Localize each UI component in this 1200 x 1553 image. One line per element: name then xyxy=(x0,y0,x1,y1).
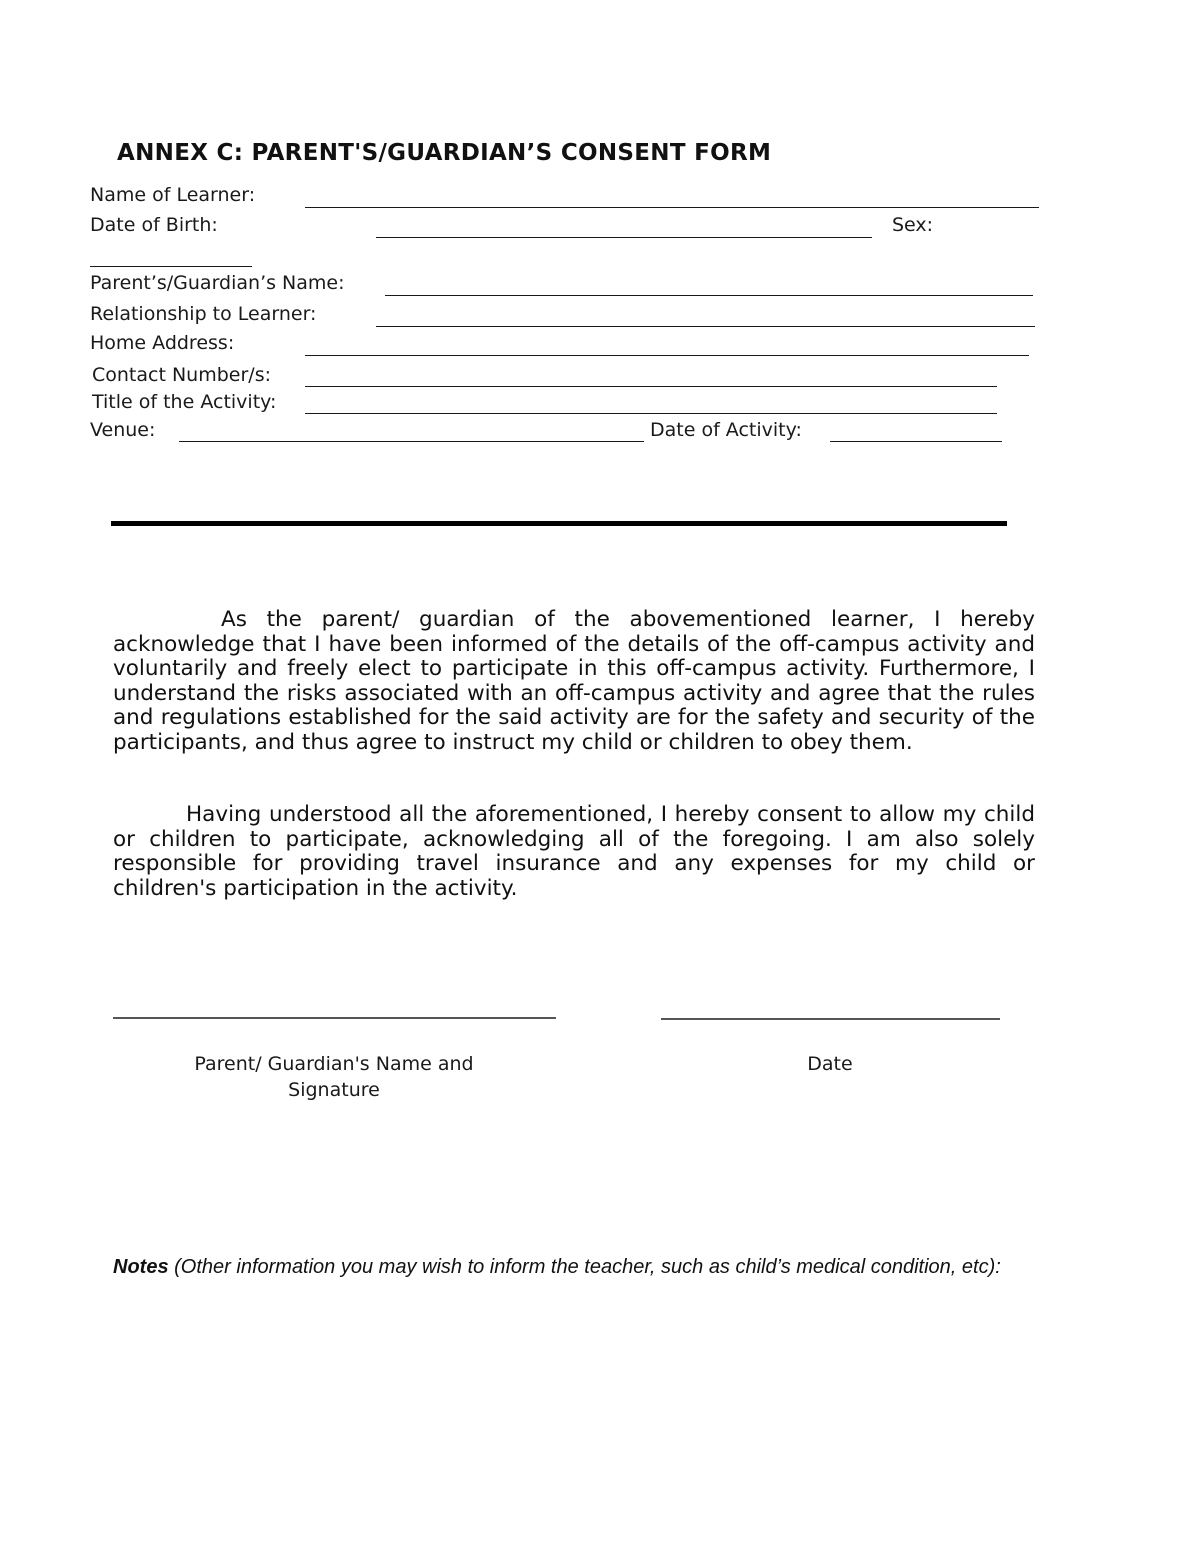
date-of-birth-label: Date of Birth: xyxy=(90,214,218,236)
consent-paragraph-2: Having understood all the aforementioned, I hereby consent to allow my child or children to participate, acknowledging all of the foregoing. I am also solely responsible for providing travel insurance and any expenses for my child or children's participation in the activity. xyxy=(113,802,1035,901)
sex-field[interactable] xyxy=(90,266,252,267)
name-of-learner-label: Name of Learner: xyxy=(90,184,256,206)
parent-guardian-name-field[interactable] xyxy=(385,295,1033,296)
notes-instructions: (Other information you may wish to inform the teacher, such as child’s medical condition, etc): xyxy=(168,1256,1001,1278)
consent-paragraph-1: As the parent/ guardian of the abovementioned learner, I hereby acknowledge that I have been informed of the details of the off-campus activity and voluntarily and freely elect to participate in this off-campus activity. Furthermore, I understand the risks associated with an off-campus activity and agree that the rules and regulations established for the said activity are for the safety and security of the participants, and thus agree to instruct my child or children to obey them. xyxy=(113,607,1035,755)
venue-label: Venue: xyxy=(90,419,156,441)
venue-field[interactable] xyxy=(179,441,644,442)
notes-section xyxy=(113,1255,1043,1280)
relationship-field[interactable] xyxy=(376,326,1035,327)
home-address-label: Home Address: xyxy=(90,332,235,354)
contact-numbers-field[interactable] xyxy=(305,386,997,387)
parent-guardian-name-label: Parent’s/Guardian’s Name: xyxy=(90,272,345,294)
notes-label: Notes xyxy=(113,1256,169,1278)
date-caption: Date xyxy=(807,1053,853,1075)
date-of-activity-field[interactable] xyxy=(830,441,1002,442)
parent-signature-line[interactable] xyxy=(113,1017,556,1019)
section-divider xyxy=(111,521,1007,526)
sex-label: Sex: xyxy=(892,214,934,236)
parent-signature-caption: Parent/ Guardian's Name and Signature xyxy=(194,1053,474,1101)
contact-numbers-label: Contact Number/s: xyxy=(92,364,271,386)
relationship-label: Relationship to Learner: xyxy=(90,303,317,325)
date-signature-line[interactable] xyxy=(661,1018,1000,1020)
home-address-field[interactable] xyxy=(305,355,1029,356)
date-of-activity-label: Date of Activity: xyxy=(650,419,802,441)
name-of-learner-field[interactable] xyxy=(305,207,1039,208)
title-of-activity-label: Title of the Activity: xyxy=(92,391,277,413)
form-title: ANNEX C: PARENT'S/GUARDIAN’S CONSENT FORM xyxy=(117,140,772,166)
title-of-activity-field[interactable] xyxy=(305,413,997,414)
date-of-birth-field[interactable] xyxy=(376,237,872,238)
